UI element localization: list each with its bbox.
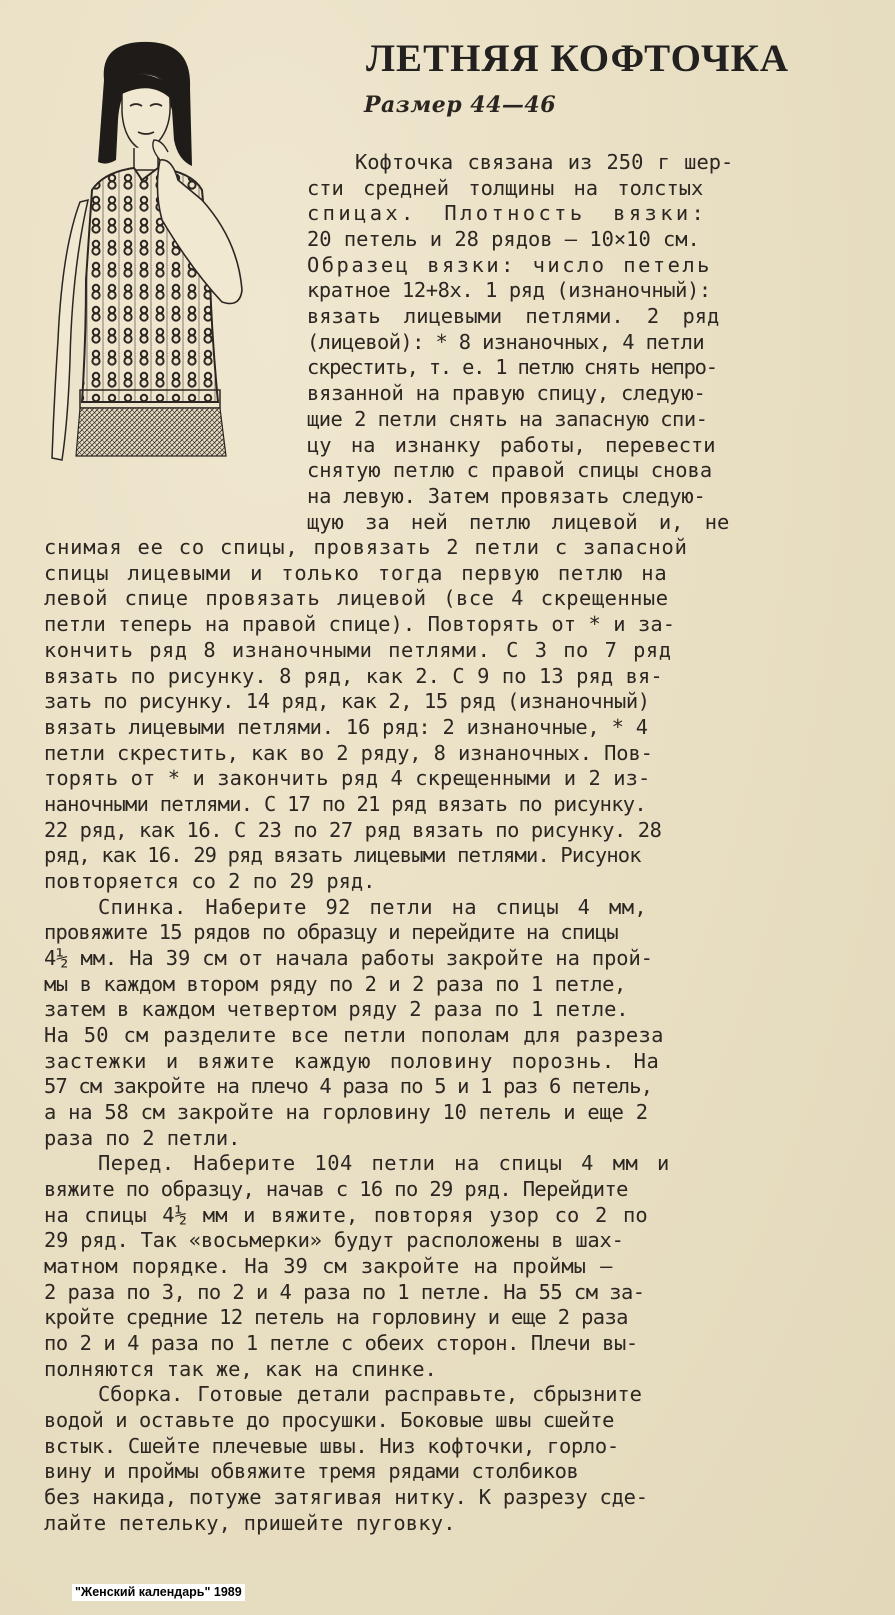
body-line: 22 ряд, как 16. С 23 по 27 ряд вязать по рисунку. 28	[44, 818, 662, 842]
body-line: а на 58 см закройте на горловину 10 петель и еще 2	[44, 1100, 648, 1124]
body-line: петли скрестить, как во 2 ряду, 8 изнаночных. Пов-	[44, 741, 653, 765]
body-line: на левую. Затем провязать следую-	[307, 484, 706, 508]
body-line: повторяется со 2 по 29 ряд.	[44, 869, 376, 893]
body-line: затем в каждом четвертом ряду 2 раза по 1 петле.	[44, 997, 629, 1021]
body-line: снимая ее со спицы, провязать 2 петли с запасной	[44, 535, 688, 559]
body-line: вязать лицевыми петлями. 2 ряд	[307, 304, 720, 328]
body-line: раза по 2 петли.	[44, 1126, 241, 1150]
body-line: сти средней толщины на толстых	[307, 176, 704, 200]
body-line: кончить ряд 8 изнаночными петлями. С 3 по 7 ряд	[44, 638, 672, 662]
body-line: 4½ мм. На 39 см от начала работы закройте на прой-	[44, 946, 653, 970]
body-line: без накида, потуже затягивая нитку. К разрезу сде-	[44, 1485, 648, 1509]
body-line: полняются так же, как на спинке.	[44, 1357, 437, 1381]
body-line: зать по рисунку. 14 ряд, как 2, 15 ряд (изнаночный)	[44, 689, 650, 713]
body-line: петли теперь на правой спице). Повторять от * и за-	[44, 612, 676, 636]
body-line: цу на изнанку работы, перевести	[307, 433, 716, 457]
body-line: встык. Сшейте плечевые швы. Низ кофточки, горло-	[44, 1434, 619, 1458]
body-line: скрестить, т. е. 1 петлю снять непро-	[307, 355, 717, 379]
body-line: (лицевой): * 8 изнаночных, 4 петли	[307, 330, 704, 354]
body-line: по 2 и 4 раза по 1 петле с обеих сторон. Плечи вы-	[44, 1331, 638, 1355]
body-line: кройте средние 12 петель на горловину и еще 2 раза	[44, 1305, 628, 1329]
body-line: наночными петлями. С 17 по 21 ряд вязать по рисунку.	[44, 792, 646, 816]
body-line: вяжите по образцу, начав с 16 по 29 ряд. Перейдите	[44, 1177, 628, 1201]
source-caption: "Женский календарь" 1989	[72, 1584, 245, 1601]
body-line: На 50 см разделите все петли пополам для разреза	[44, 1023, 664, 1047]
body-line: лайте петельку, пришейте пуговку.	[44, 1511, 456, 1535]
body-line: щую за ней петлю лицевой и, не	[307, 510, 730, 534]
woman-in-knitted-top-icon	[42, 40, 262, 480]
body-line: застежки и вяжите каждую половину порознь. На	[44, 1049, 660, 1073]
size-subtitle: Размер 44—46	[364, 92, 557, 118]
body-line: вязать по рисунку. 8 ряд, как 2. С 9 по 13 ряд вя-	[44, 664, 663, 688]
body-line: вину и проймы обвяжите тремя рядами столбиков	[44, 1459, 579, 1483]
body-line: 20 петель и 28 рядов — 10×10 см.	[307, 227, 700, 251]
body-line: кратное 12+8х. 1 ряд (изнаночный):	[307, 278, 711, 302]
body-line: спицы лицевыми и только тогда первую петлю на	[44, 561, 668, 585]
body-line: Сборка. Готовые детали расправьте, сбрызните	[98, 1382, 642, 1406]
body-line: на спицы 4½ мм и вяжите, повторяя узор со 2 по	[44, 1203, 648, 1227]
body-line: Спинка. Наберите 92 петли на спицы 4 мм,	[98, 895, 648, 919]
body-line: водой и оставьте до просушки. Боковые швы сшейте	[44, 1408, 615, 1432]
body-line: 2 раза по 3, по 2 и 4 раза по 1 петле. На 55 см за-	[44, 1280, 645, 1304]
body-line: мы в каждом втором ряду по 2 и 2 раза по 1 петле,	[44, 972, 626, 996]
body-line: вязанной на правую спицу, следую-	[307, 381, 706, 405]
body-line: ряд, как 16. 29 ряд вязать лицевыми петлями. Рисунок	[44, 843, 641, 867]
body-line: вязать лицевыми петлями. 16 ряд: 2 изнаночные, * 4	[44, 715, 648, 739]
body-line: Перед. Наберите 104 петли на спицы 4 мм и	[98, 1151, 670, 1175]
body-line: торять от * и закончить ряд 4 скрещенными и 2 из-	[44, 766, 651, 790]
body-line: левой спице провязать лицевой (все 4 скрещенные	[44, 586, 669, 610]
body-line: снятую петлю с правой спицы снова	[307, 458, 713, 482]
page-title: ЛЕТНЯЯ КОФТОЧКА	[366, 37, 790, 80]
body-line: Кофточка связана из 250 г шер-	[355, 150, 734, 174]
body-line: щие 2 петли снять на запасную спи-	[307, 407, 708, 431]
body-line: 57 см закройте на плечо 4 раза по 5 и 1 раз 6 петель,	[44, 1074, 653, 1098]
body-line: 29 ряд. Так «восьмерки» будут расположены в шах-	[44, 1228, 624, 1252]
body-line: провяжите 15 рядов по образцу и перейдите на спицы	[44, 920, 618, 944]
body-line: спицах. Плотность вязки:	[307, 201, 708, 225]
body-line: матном порядке. На 39 см закройте на проймы —	[44, 1254, 613, 1278]
body-line: Образец вязки: число петель	[307, 253, 712, 277]
